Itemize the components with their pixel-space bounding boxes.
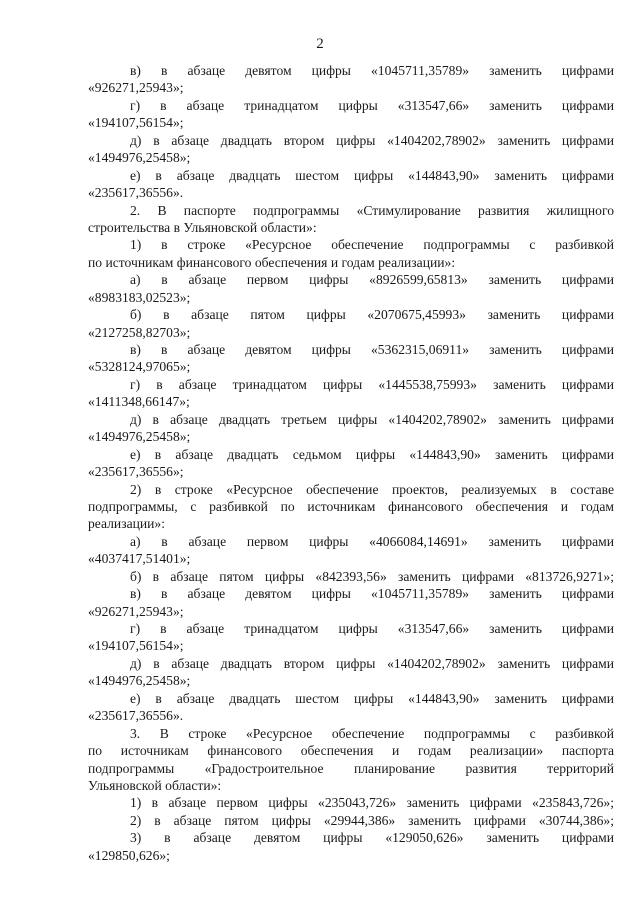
text-line: «1494976,25458»; [88,673,191,689]
text-line: строительства в Ульяновской области»: [88,219,317,235]
text-line: г) в абзаце тринадцатом цифры «313547,66» заменить цифрами [130,621,614,636]
text-line: 1) в строке «Ресурсное обеспечение подпрограммы с разбивкой [130,237,614,253]
text-line: «129850,626»; [88,847,170,863]
text-line: в) в абзаце девятом цифры «1045711,35789» заменить цифрами [130,63,614,78]
text-line: д) в абзаце двадцать втором цифры «1404202,78902» заменить цифрами [130,132,614,148]
text-line: 2) в абзаце пятом цифры «29944,386» заменить цифрами «30744,386»; [130,812,614,828]
text-line: г) в абзаце тринадцатом цифры «1445538,75993» заменить цифрами [130,376,614,392]
text-line: 2. В паспорте подпрограммы «Стимулирование развития жилищного [130,202,614,218]
text-line: «926271,25943»; [88,603,184,619]
text-line: по источникам финансового обеспечения и годам реализации» паспорта [88,743,614,759]
text-line: д) в абзаце двадцать втором цифры «1404202,78902» заменить цифрами [130,655,614,671]
text-line: 3. В строке «Ресурсное обеспечение подпрограммы с разбивкой [130,725,614,741]
text-line: 2) в строке «Ресурсное обеспечение проектов, реализуемых в составе [130,481,614,497]
text-line: «194107,56154»; [88,115,184,131]
text-line: «2127258,82703»; [88,324,191,340]
text-line: «1494976,25458»; [88,150,191,166]
text-line: 1) в абзаце первом цифры «235043,726» заменить цифрами «235843,726»; [130,795,614,811]
text-line: по источникам финансового обеспечения и годам реализации»: [88,254,456,270]
text-line: «1494976,25458»; [88,429,191,445]
text-line: «194107,56154»; [88,638,184,654]
text-line: «1411348,66147»; [88,394,190,410]
page-number: 2 [316,36,324,52]
text-line: «5328124,97065»; [88,359,191,375]
text-line: б) в абзаце пятом цифры «842393,56» заменить цифрами «813726,9271»; [130,568,614,584]
text-line: б) в абзаце пятом цифры «2070675,45993» заменить цифрами [130,307,614,323]
text-line: «235617,36556». [88,708,184,724]
text-line: е) в абзаце двадцать шестом цифры «144843,90» заменить цифрами [130,690,614,706]
text-line: а) в абзаце первом цифры «8926599,65813» заменить цифрами [130,272,614,288]
text-line: е) в абзаце двадцать седьмом цифры «144843,90» заменить цифрами [130,446,614,462]
text-line: «926271,25943»; [88,80,184,96]
text-line: в) в абзаце девятом цифры «1045711,35789» заменить цифрами [130,586,614,602]
text-line: Ульяновской области»: [88,777,222,793]
text-line: подпрограммы, с разбивкой по источникам финансового обеспечения и годам [88,498,614,514]
text-line: а) в абзаце первом цифры «4066084,14691» заменить цифрами [130,533,614,549]
text-line: «235617,36556»; [88,464,184,480]
text-line: е) в абзаце двадцать шестом цифры «144843,90» заменить цифрами [130,167,614,183]
text-line: «8983183,02523»; [88,289,191,305]
text-line: г) в абзаце тринадцатом цифры «313547,66» заменить цифрами [130,97,614,113]
document-body [88,62,614,864]
text-line: 3) в абзаце девятом цифры «129050,626» заменить цифрами [130,830,614,846]
text-line: в) в абзаце девятом цифры «5362315,06911» заменить цифрами [130,342,614,357]
text-line: реализации»: [88,516,166,532]
text-line: «235617,36556». [88,185,184,201]
text-line: подпрограммы «Градостроительное планирование развития территорий [88,760,614,776]
text-line: д) в абзаце двадцать третьем цифры «1404202,78902» заменить цифрами [130,411,614,427]
text-line: «4037417,51401»; [88,551,191,567]
